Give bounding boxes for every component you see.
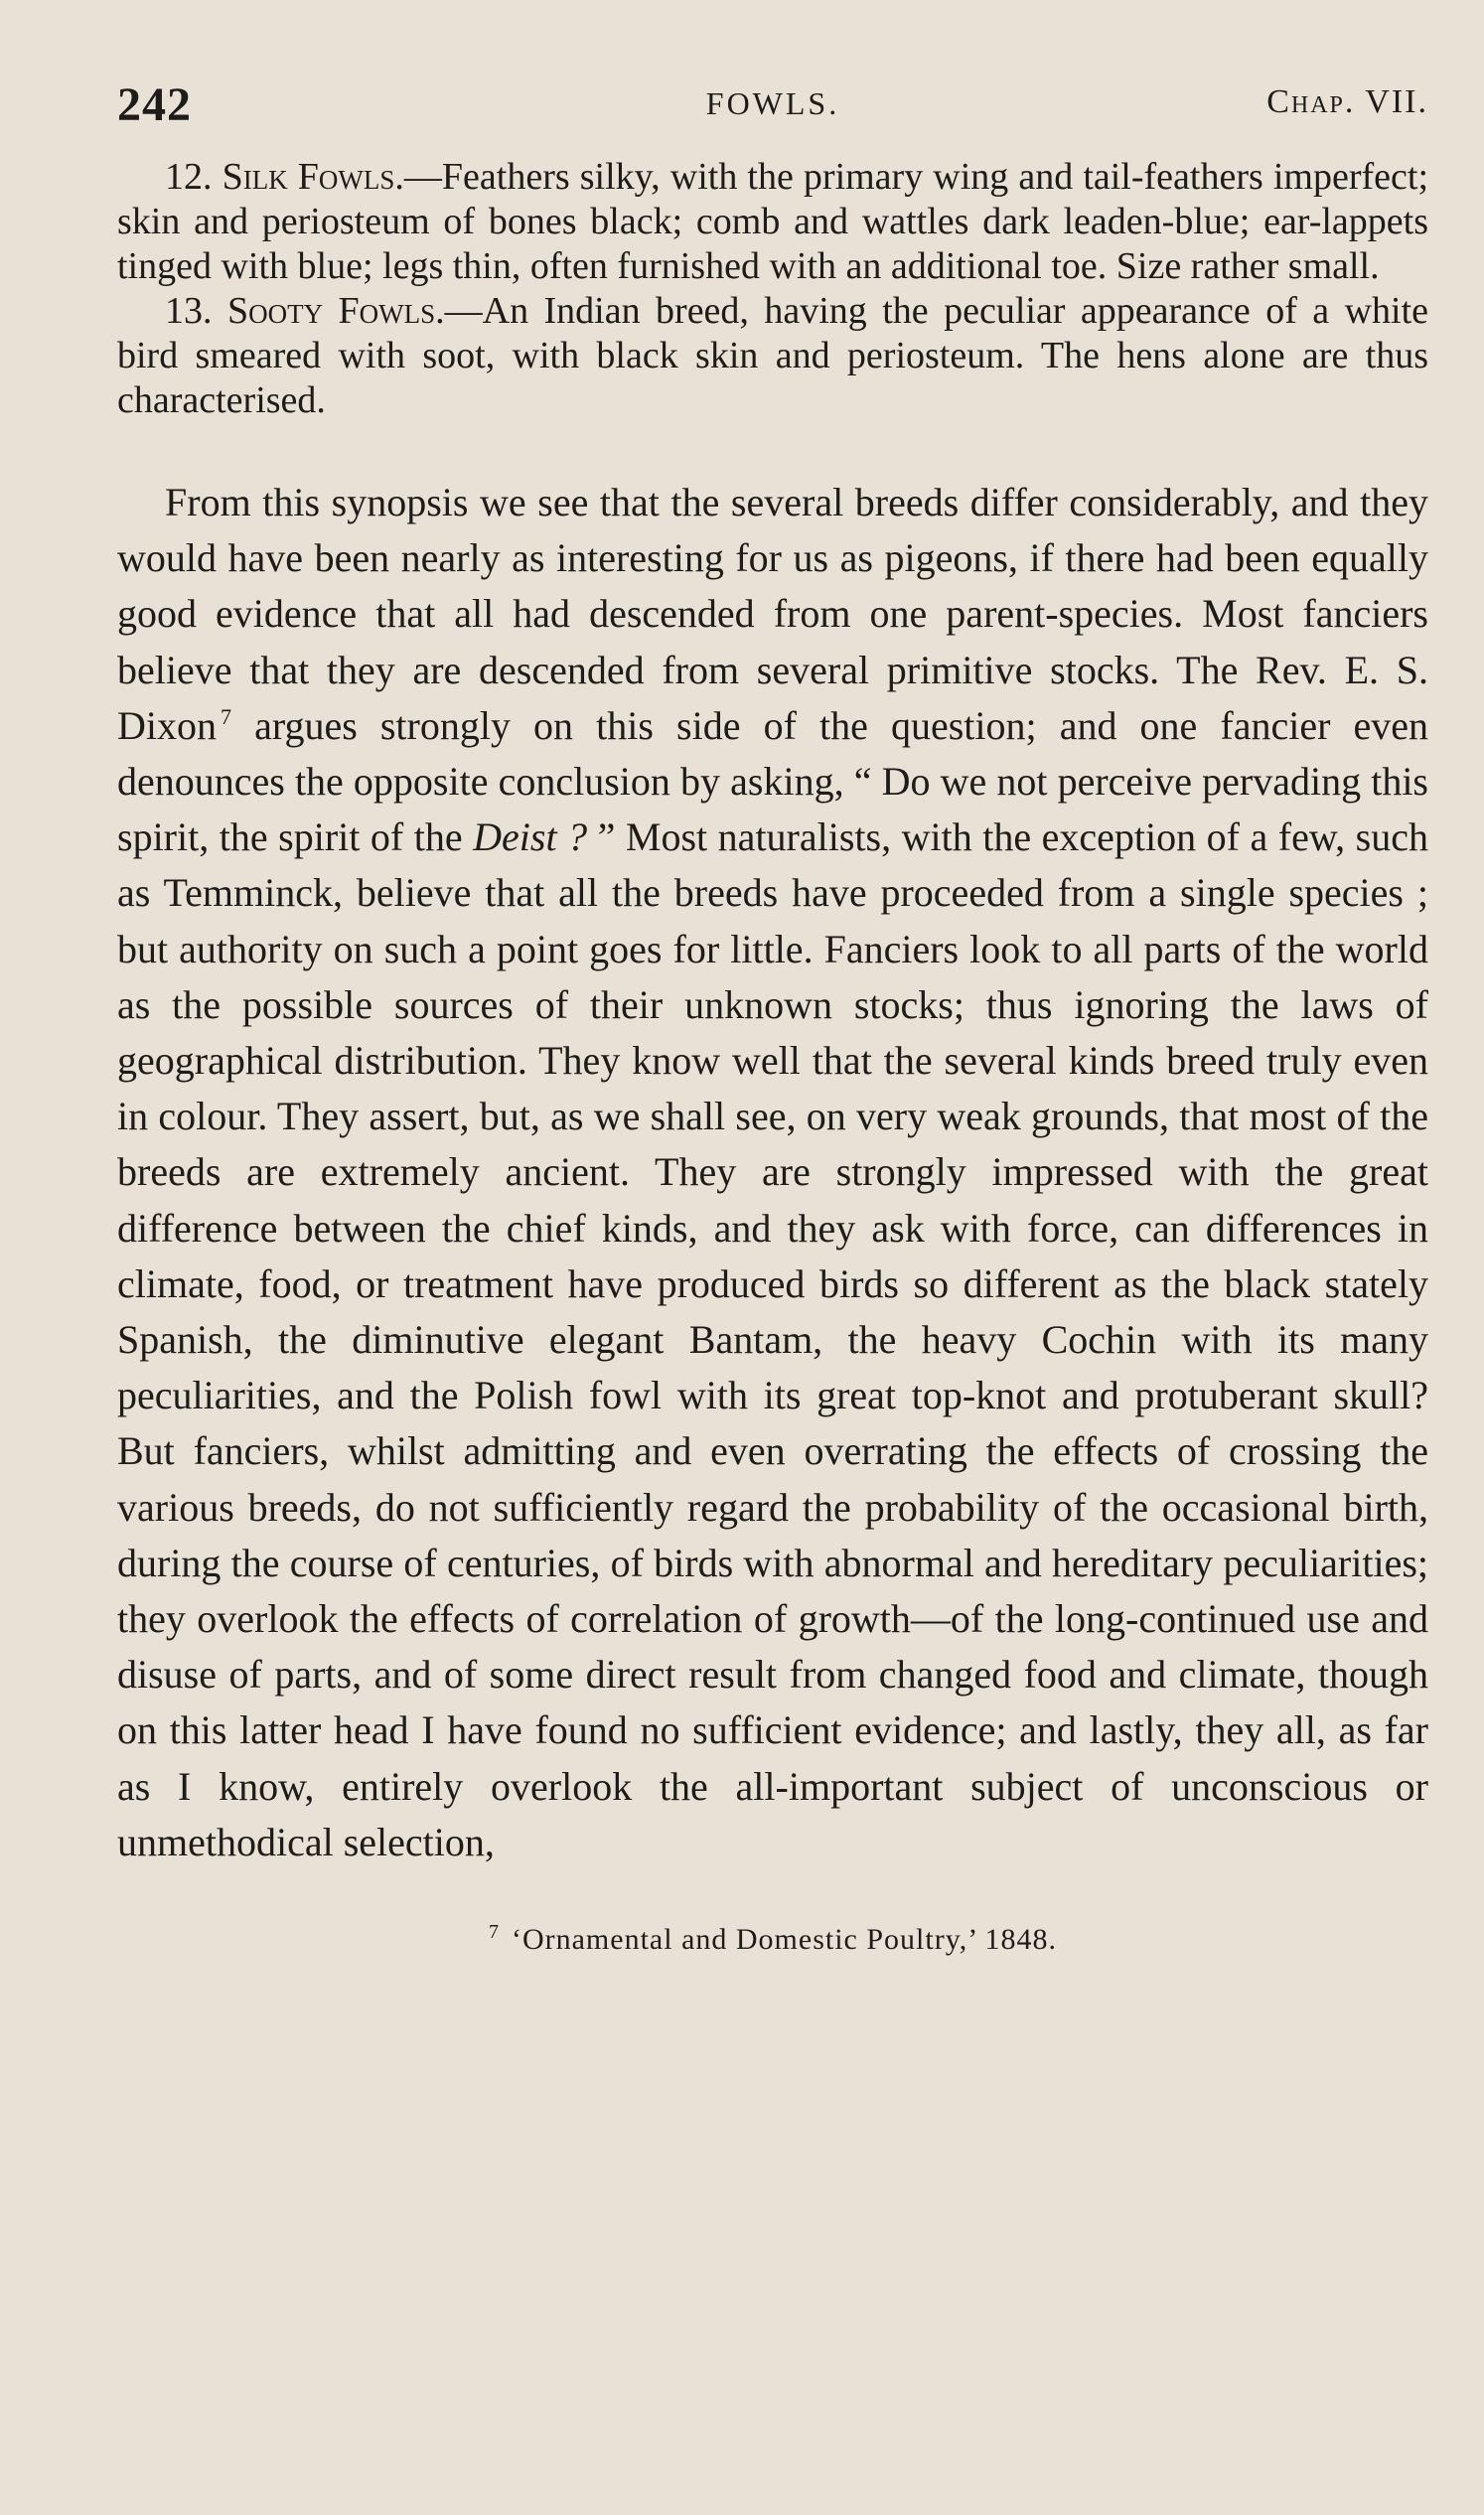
footnote xyxy=(117,1922,1428,1958)
entry-text: —An Indian breed, having the peculiar appearance of a white bird smeared with soot, with black skin and periosteum. The hens alone are thus characterised. xyxy=(117,290,1429,421)
page-header xyxy=(117,72,1428,143)
entry-name: Silk Fowls. xyxy=(222,156,404,198)
entry-name: Sooty Fowls. xyxy=(226,290,445,332)
footnote-reference: 7 xyxy=(221,704,231,730)
breed-entry-silk-fowls xyxy=(117,155,1428,289)
italic-term: Deist ? xyxy=(473,814,588,860)
entry-number: 12. xyxy=(165,156,213,198)
paragraph-text-part1: From this synopsis we see that the several breeds differ considerably, and they would have been nearly as interesting for us as pigeons, if there had been equally good evidence that all had descended from one parent-species. Most fanciers believe that they are descended from several primitive stocks. The Rev. E. S. Dixon xyxy=(117,480,1428,748)
main-paragraph xyxy=(117,475,1428,1870)
breed-entry-sooty-fowls xyxy=(117,289,1428,423)
running-title: FOWLS. xyxy=(705,85,840,121)
page-number: 242 xyxy=(117,78,192,131)
chapter-label: Chap. VII. xyxy=(1266,83,1428,120)
footnote-mark: 7 xyxy=(488,1921,500,1944)
entry-number: 13. xyxy=(165,290,213,332)
entry-text: —Feathers silky, with the primary wing and tail-feathers imperfect; skin and periosteum of bones black; comb and wattles dark leaden-blue; ear-lappets tinged with blue; legs thin, often furnished with an additional toe. Size rather small. xyxy=(117,156,1428,287)
paragraph-text-part3: ” Most naturalists, with the exception of a few, such as Temminck, believe that all the breeds have proceeded from a single species ; but authority on such a point goes for little. Fanciers look to all parts of the world as the possible sources of their unknown stocks; thus ignoring the laws of geographical distribution. They know well that the several kinds breed truly even in colour. They assert, but, as we shall see, on very weak grounds, that most of the breeds are extremely ancient. They are strongly impressed with the great difference between the chief kinds, and they ask with force, can differences in climate, food, or treatment have produced birds so different as the black stately Spanish, the diminutive elegant Bantam, the heavy Cochin with its many peculiarities, and the Polish fowl with its great top-knot and protuberant skull? But fanciers, whilst admitting and even overrating the effects of crossing the various breeds, do not sufficiently regard the probability of the occasional birth, during the course of centuries, of birds with abnormal and hereditary peculiarities; they overlook the effects of correlation of growth—of the long-continued use and disuse of parts, and of some direct result from changed food and climate, though on this latter head I have found no sufficient evidence; and lastly, they all, as far as I know, entirely overlook the all-important subject of unconscious or unmethodical selection, xyxy=(117,814,1429,1864)
footnote-text: ‘Ornamental and Domestic Poultry,’ 1848. xyxy=(511,1923,1058,1957)
paragraph-text-part2: argues strongly on this side of the question; and one fancier even denounces the opposite conclusion by asking, “ Do we not perceive pervading this spirit, the spirit of the xyxy=(117,702,1428,860)
